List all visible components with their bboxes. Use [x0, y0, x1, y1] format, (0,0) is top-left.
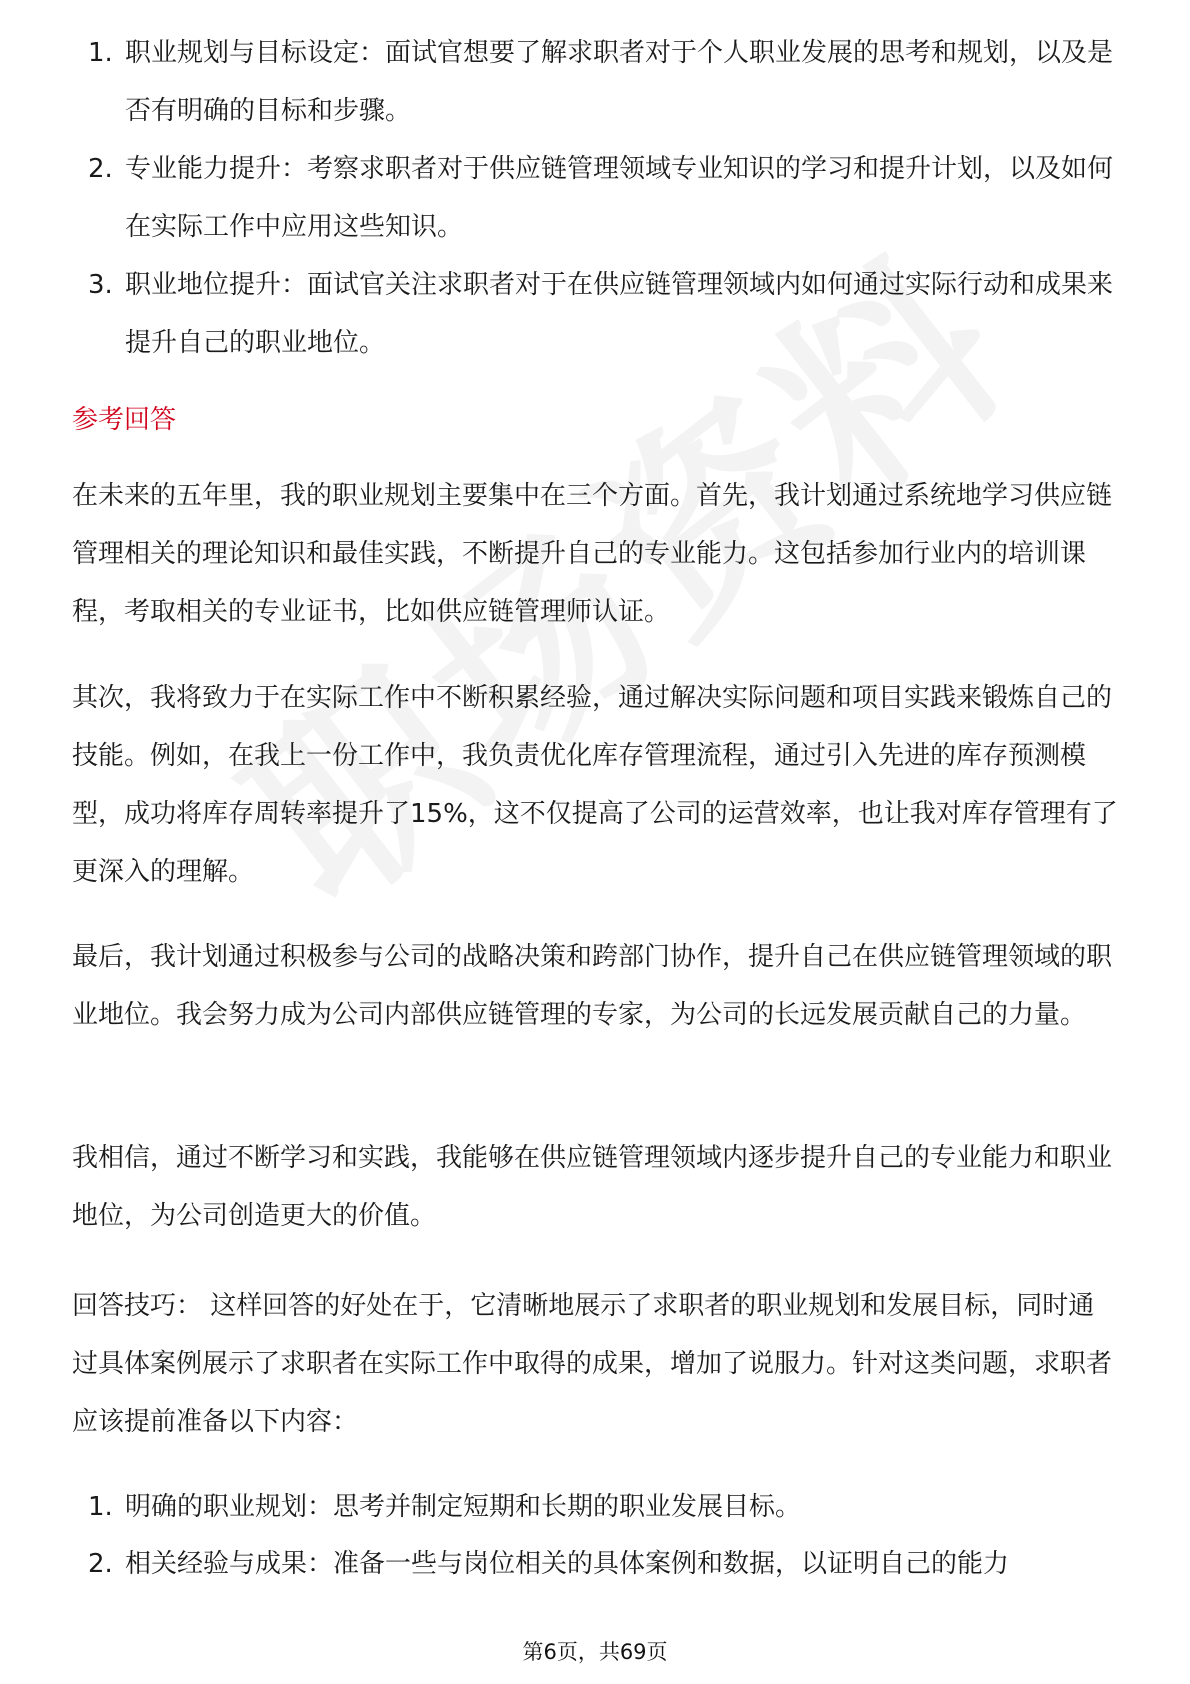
list-item — [0, 1536, 1115, 1593]
tips-list — [0, 1479, 1190, 1593]
tips-paragraph: 回答技巧： 这样回答的好处在于，它清晰地展示了求职者的职业规划和发展目标，同时通过具体案例展示了求职者在实际工作中取得的成果，增加了说服力。针对这类问题，求职者应该提前准备以下内容： — [72, 1291, 1113, 1437]
list-number: 2. — [88, 154, 113, 184]
answer-paragraph: 在未来的五年里，我的职业规划主要集中在三个方面。首先，我计划通过系统地学习供应链管理相关的理论知识和最佳实践，不断提升自己的专业能力。这包括参加行业内的培训课程，考取相关的专业证书，比如供应链管理师认证。 — [72, 481, 1113, 627]
answer-paragraph: 其次，我将致力于在实际工作中不断积累经验，通过解决实际问题和项目实践来锻炼自己的技能。例如，在我上一份工作中，我负责优化库存管理流程，通过引入先进的库存预测模型，成功将库存周转率提升了15%，这不仅提高了公司的运营效率，也让我对库存管理有了更深入的理解。 — [72, 683, 1118, 887]
list-text: 明确的职业规划：思考并制定短期和长期的职业发展目标。 — [125, 1492, 802, 1522]
intro-list — [0, 24, 1190, 372]
page-number: 第6页，共69页 — [522, 1640, 668, 1664]
list-text: 专业能力提升：考察求职者对于供应链管理领域专业知识的学习和提升计划，以及如何在实际工作中应用这些知识。 — [125, 154, 1114, 242]
answer-paragraph: 最后，我计划通过积极参与公司的战略决策和跨部门协作，提升自己在供应链管理领域的职业地位。我会努力成为公司内部供应链管理的专家，为公司的长远发展贡献自己的力量。 — [72, 942, 1113, 1030]
answer-heading: 参考回答 — [72, 405, 177, 435]
list-text: 相关经验与成果：准备一些与岗位相关的具体案例和数据，以证明自己的能力 — [125, 1549, 1010, 1579]
list-text: 职业地位提升：面试官关注求职者对于在供应链管理领域内如何通过实际行动和成果来提升自己的职业地位。 — [125, 270, 1114, 358]
list-item — [0, 1479, 1115, 1536]
list-number: 1. — [88, 1492, 113, 1522]
list-number: 2. — [88, 1549, 113, 1579]
list-text: 职业规划与目标设定：面试官想要了解求职者对于个人职业发展的思考和规划，以及是否有明确的目标和步骤。 — [125, 38, 1114, 126]
list-item — [0, 24, 1115, 140]
list-item — [0, 140, 1115, 256]
list-number: 1. — [88, 38, 113, 68]
list-number: 3. — [88, 270, 113, 300]
answer-paragraph: 我相信，通过不断学习和实践，我能够在供应链管理领域内逐步提升自己的专业能力和职业地位，为公司创造更大的价值。 — [72, 1143, 1113, 1231]
list-item — [0, 256, 1115, 372]
